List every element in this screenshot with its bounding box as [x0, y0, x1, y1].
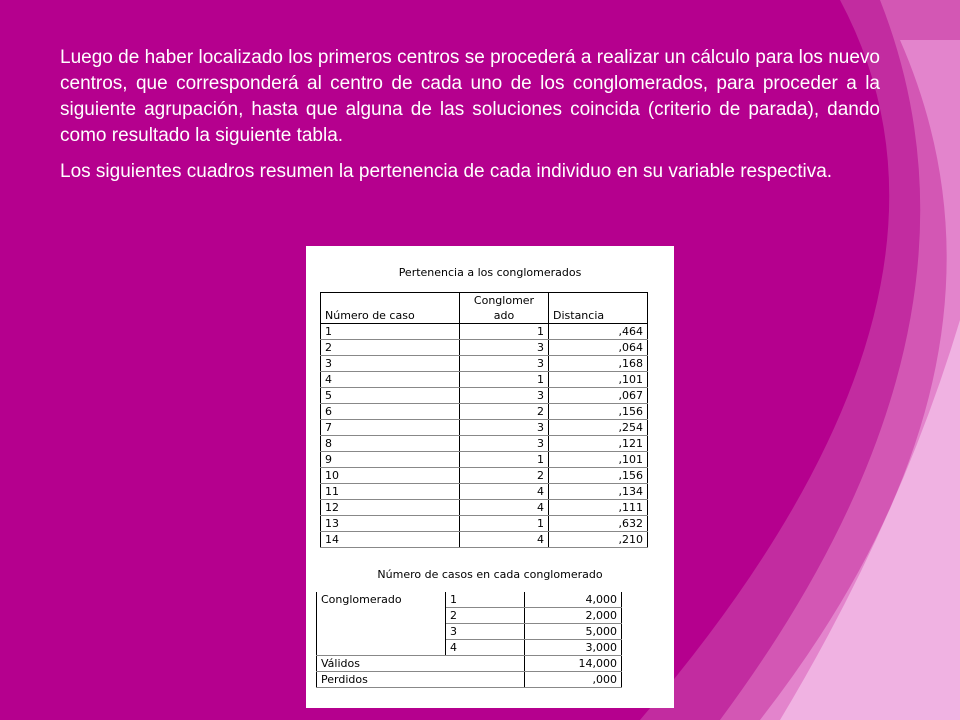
cell-cluster-id: 3 [446, 624, 525, 640]
cell-distance: ,210 [549, 532, 648, 548]
table-row [321, 420, 648, 436]
cell-cluster-id: 4 [446, 640, 525, 656]
cell-cluster-count: 2,000 [525, 608, 622, 624]
table-row [321, 484, 648, 500]
cell-case: 13 [321, 516, 460, 532]
paragraph-intro: Luego de haber localizado los primeros centros se procederá a realizar un cálculo para los nuevo centros, que corresponderá al centro de cada uno de los conglomerados, para proceder a la siguiente agrupación, hasta que alguna de las soluciones coincida (criterio de parada), dando como resultado la siguiente tabla. [60, 47, 880, 146]
table-row [321, 324, 648, 340]
cell-distance: ,111 [549, 500, 648, 516]
cell-case: 1 [321, 324, 460, 340]
cell-cluster-count: 3,000 [525, 640, 622, 656]
table-row [321, 532, 648, 548]
table-row [321, 516, 648, 532]
cell-case: 4 [321, 372, 460, 388]
cell-distance: ,101 [549, 452, 648, 468]
row-missing [317, 672, 622, 688]
cell-case: 5 [321, 388, 460, 404]
cell-distance: ,101 [549, 372, 648, 388]
cell-cluster: 4 [460, 500, 549, 516]
count-table-title: Número de casos en cada conglomerado [377, 568, 603, 581]
cell-cluster: 2 [460, 404, 549, 420]
cell-value: 14,000 [525, 656, 622, 672]
cell-cluster: 1 [460, 516, 549, 532]
table-row [317, 592, 622, 608]
table-row [321, 404, 648, 420]
cell-value: ,000 [525, 672, 622, 688]
cell-distance: ,632 [549, 516, 648, 532]
header-distance: Distancia [549, 293, 648, 324]
cell-distance: ,168 [549, 356, 648, 372]
table-row [321, 468, 648, 484]
paragraph-summary: Los siguientes cuadros resumen la pertenencia de cada individuo en su variable respectiva. [60, 161, 833, 182]
cell-distance: ,156 [549, 468, 648, 484]
cell-cluster: 1 [460, 372, 549, 388]
table-row [321, 356, 648, 372]
cell-label: Válidos [317, 656, 525, 672]
cell-distance: ,064 [549, 340, 648, 356]
membership-table-title: Pertenencia a los conglomerados [398, 266, 582, 279]
cell-label: Perdidos [317, 672, 525, 688]
cell-distance: ,156 [549, 404, 648, 420]
cell-case: 11 [321, 484, 460, 500]
cell-cluster: 3 [460, 436, 549, 452]
cell-distance: ,464 [549, 324, 648, 340]
cell-case: 7 [321, 420, 460, 436]
table-row [321, 452, 648, 468]
cell-distance: ,254 [549, 420, 648, 436]
cell-cluster-count: 4,000 [525, 592, 622, 608]
table-row [321, 436, 648, 452]
cell-cluster: 3 [460, 340, 549, 356]
cell-distance: ,121 [549, 436, 648, 452]
header-cluster: Conglomer ado [460, 293, 549, 324]
cell-distance: ,067 [549, 388, 648, 404]
cell-group-label: Conglomerado [317, 592, 446, 656]
cell-cluster: 3 [460, 388, 549, 404]
cell-cluster-count: 5,000 [525, 624, 622, 640]
cell-cluster: 3 [460, 356, 549, 372]
cell-case: 14 [321, 532, 460, 548]
cell-case: 12 [321, 500, 460, 516]
cell-cluster: 1 [460, 324, 549, 340]
table-row [321, 372, 648, 388]
row-valid [317, 656, 622, 672]
cell-case: 3 [321, 356, 460, 372]
cell-case: 9 [321, 452, 460, 468]
cell-case: 8 [321, 436, 460, 452]
cell-distance: ,134 [549, 484, 648, 500]
cell-cluster: 3 [460, 420, 549, 436]
membership-table [320, 292, 648, 548]
slide-text [60, 45, 880, 195]
cell-cluster: 4 [460, 532, 549, 548]
table-row [321, 340, 648, 356]
spss-output-image [306, 246, 674, 708]
cell-case: 10 [321, 468, 460, 484]
cell-case: 6 [321, 404, 460, 420]
header-case: Número de caso [321, 293, 460, 324]
cell-cluster-id: 1 [446, 592, 525, 608]
count-table [316, 592, 622, 688]
cell-cluster-id: 2 [446, 608, 525, 624]
cell-case: 2 [321, 340, 460, 356]
table-row [321, 500, 648, 516]
table-row [321, 388, 648, 404]
cell-cluster: 1 [460, 452, 549, 468]
cell-cluster: 4 [460, 484, 549, 500]
cell-cluster: 2 [460, 468, 549, 484]
